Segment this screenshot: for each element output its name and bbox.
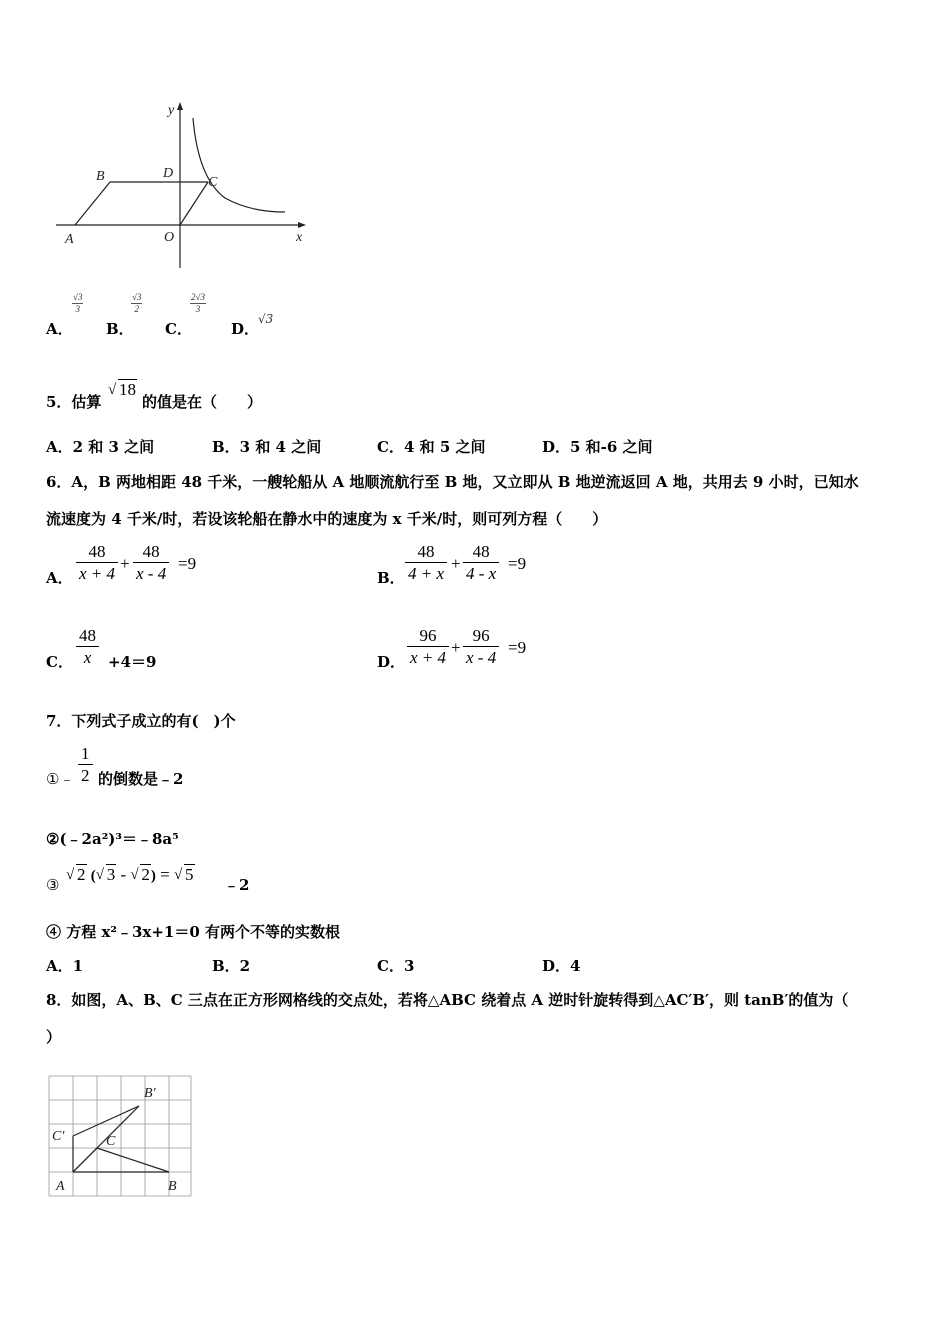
q6-option-c-frac: $\frac{48}{x}$: [76, 626, 99, 669]
q6-option-b-eq: =9: [508, 554, 527, 573]
q4-option-b-value: $\frac{√3}{2}$: [132, 292, 142, 314]
q7-s1-suffix: 的倒数是﹣2: [98, 770, 184, 788]
segment-oc: [180, 182, 208, 225]
q8-stem-line2: ）: [46, 1028, 62, 1046]
label-x: x: [296, 230, 303, 245]
label-a: A: [65, 232, 74, 247]
q5-sqrt: √ 18: [108, 380, 136, 399]
q6-stem-line2: 流速度为 4 千米/时，若设该轮船在静水中的速度为 x 千米/时，则可列方程（ ）: [46, 510, 608, 528]
q6-option-b-plus: +: [451, 554, 461, 573]
q4-option-c-label: C．: [165, 320, 192, 338]
label-b: B: [96, 169, 105, 184]
q4-option-d-value: √3: [258, 312, 274, 326]
q7-s3-prefix: ③: [46, 876, 60, 894]
q4-option-a-label: A．: [46, 320, 73, 338]
q5-option-d: D．5 和‑6 之间: [542, 438, 653, 456]
q6-option-b-frac1: $\frac{48}{4 + x}$: [405, 542, 447, 585]
q4-option-b-label: B．: [106, 320, 134, 338]
label-d: D: [163, 166, 174, 181]
label-a: A: [56, 1179, 65, 1194]
q6-option-a-frac2: $\frac{48}{x ‑ 4}$: [133, 542, 169, 585]
q7-s1-frac: $\frac{1}{2}$: [78, 744, 93, 787]
label-b-prime: B′: [144, 1086, 156, 1101]
q5-stem-prefix: 5．估算: [46, 393, 102, 411]
q6-option-d-frac1: $\frac{96}{x + 4}$: [407, 626, 449, 669]
q6-option-b-frac2: $\frac{48}{4 ‑ x}$: [463, 542, 499, 585]
q8-stem-line1: 8．如图，A、B、C 三点在正方形网格线的交点处，若将△ABC 绕着点 A 逆时针旋转得到△AC′B′，则 tanB′的值为（: [46, 991, 849, 1009]
q6-option-a-eq: =9: [178, 554, 197, 573]
q5-option-a: A．2 和 3 之间: [46, 438, 155, 456]
label-c: C: [208, 175, 218, 190]
q7-s3-tail: ﹣2: [224, 876, 250, 894]
q7-s1-prefix: ①﹣: [46, 770, 75, 788]
q7-option-c: C．3: [377, 957, 415, 975]
q7-s2: ②(﹣2a²)³＝﹣8a⁵: [46, 830, 179, 848]
segment-ab: [75, 182, 110, 225]
q6-option-a-frac1: $\frac{48}{x + 4}$: [76, 542, 118, 585]
label-o: O: [164, 230, 175, 245]
segment-c-prime-b-prime: [73, 1106, 139, 1136]
q6-option-c-tail: +4＝9: [108, 653, 157, 671]
q6-option-d-frac2: $\frac{96}{x ‑ 4}$: [463, 626, 499, 669]
hyperbola-curve: [193, 118, 285, 212]
q6-option-d-label: D．: [377, 653, 406, 671]
q7-option-a: A．1: [46, 957, 84, 975]
q6-option-a-label: A．: [46, 569, 73, 587]
label-y: y: [168, 103, 175, 118]
q6-option-c-label: C．: [46, 653, 73, 671]
q6-stem-line1: 6．A，B 两地相距 48 千米，一艘轮船从 A 地顺流航行至 B 地，又立即从 B 地逆流返回 A 地，共用去 9 小时，已知水: [46, 473, 859, 491]
q6-option-a-plus: +: [120, 554, 130, 573]
q4-option-d-label: D．: [231, 320, 260, 338]
q7-s3-expression: √ 2 ( √ 3 ‑ √ 2) = √ 5: [66, 865, 194, 884]
q7-option-d: D．4: [542, 957, 581, 975]
segment-cb: [97, 1148, 169, 1172]
figure-grid-triangle: [46, 1073, 196, 1201]
q6-option-d-plus: +: [451, 638, 461, 657]
q7-option-b: B．2: [212, 957, 251, 975]
label-c: C: [106, 1134, 116, 1149]
q5-stem-suffix: 的值是在（ ）: [142, 393, 263, 411]
q7-stem: 7．下列式子成立的有( )个: [46, 712, 236, 730]
q4-option-a-value: $\frac{√3}{3}$: [73, 292, 83, 314]
q6-option-b-label: B．: [377, 569, 405, 587]
q6-option-d-eq: =9: [508, 638, 527, 657]
label-b: B: [168, 1179, 177, 1194]
label-c-prime: C′: [52, 1129, 65, 1144]
q5-option-b: B．3 和 4 之间: [212, 438, 322, 456]
q4-option-c-value: $\frac{2√3}{3}$: [191, 292, 205, 314]
figure-parallelogram-hyperbola: [50, 98, 320, 276]
q7-s4: ④ 方程 x²﹣3x+1＝0 有两个不等的实数根: [46, 923, 341, 941]
q5-option-c: C．4 和 5 之间: [377, 438, 486, 456]
